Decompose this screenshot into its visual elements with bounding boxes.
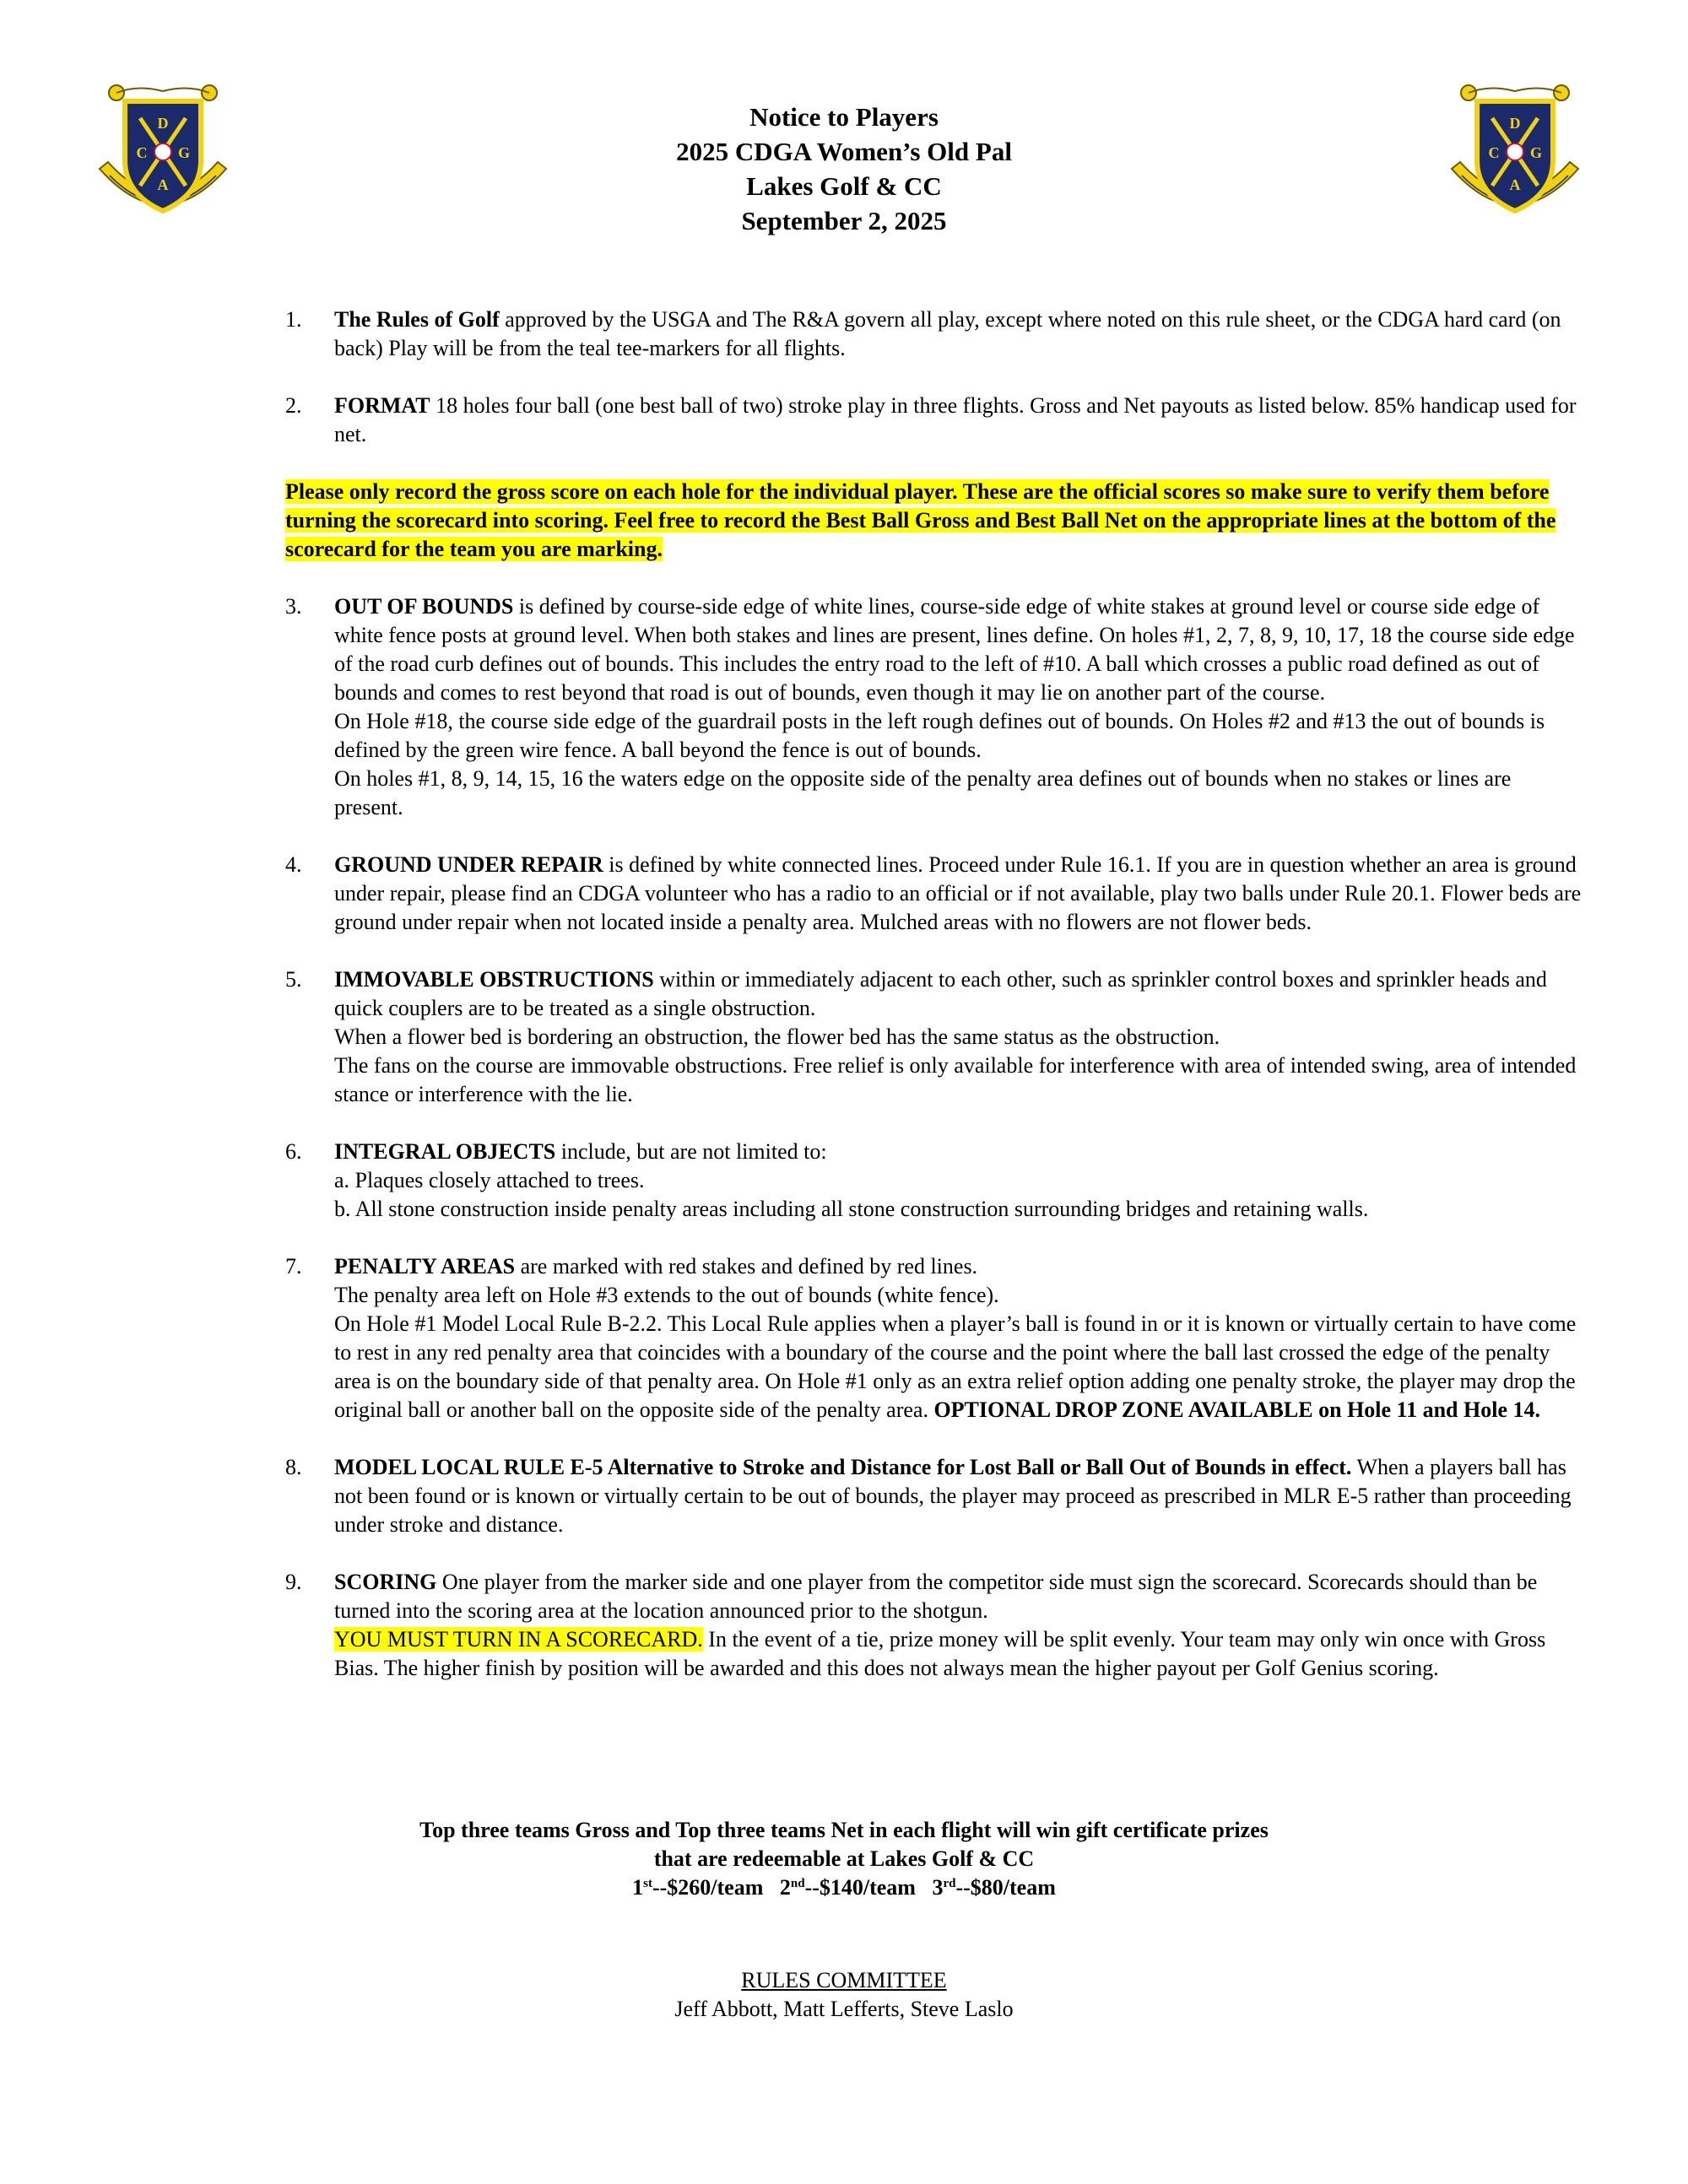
rule-text: In the event of a tie, prize money will be split evenly. Your team may only win once with Gross Bias. The higher finish by position will be awarded and this does not always mean the higher payout per Golf Genius scoring. <box>334 1627 1546 1680</box>
rule-item-3 <box>285 592 1585 822</box>
rule-text: within or immediately adjacent to each other, such as sprinkler control boxes and sprinkler heads and quick couplers are to be treated as a single obstruction. <box>334 967 1547 1020</box>
rule-heading: INTEGRAL OBJECTS <box>334 1139 556 1164</box>
prize-second-place: 2 <box>779 1875 791 1900</box>
rule-number: 2. <box>285 393 302 418</box>
rule-item-9 <box>285 1568 1585 1683</box>
prize-second-amount: --$140/team <box>804 1875 916 1900</box>
rules-committee <box>0 1966 1688 2024</box>
prize-first-amount: --$260/team <box>652 1875 764 1900</box>
rule-number: 3. <box>285 594 302 619</box>
rule-line: b. All stone construction inside penalty areas including all stone construction surrounding bridges and retaining walls. <box>334 1197 1369 1221</box>
logo-letter-a: A <box>1509 176 1521 193</box>
rule-text: approved by the USGA and The R&A govern all play, except where noted on this rule sheet, or the CDGA hard card (on back) Play will be from the teal tee-markers for all flights. <box>334 307 1561 360</box>
rule-line: The penalty area left on Hole #3 extends to the out of bounds (white fence). <box>334 1283 999 1307</box>
rule-line: On holes #1, 8, 9, 14, 15, 16 the waters edge on the opposite side of the penalty area defines out of bounds when no stakes or lines are present. <box>334 766 1512 819</box>
rule-line: a. Plaques closely attached to trees. <box>334 1168 645 1192</box>
rule-text: 18 holes four ball (one best ball of two) stroke play in three flights. Gross and Net payouts as listed below. 85% handicap used for net. <box>334 393 1577 446</box>
prize-first-place: 1 <box>632 1875 644 1900</box>
drop-zone-notice: OPTIONAL DROP ZONE AVAILABLE on Hole 11 and Hole 14. <box>933 1397 1540 1422</box>
prizes-section <box>0 1816 1688 1902</box>
rule-text: One player from the marker side and one player from the competitor side must sign the scorecard. Scorecards should than be turned into the scoring area at the location announced prior to the shotgun. <box>334 1570 1538 1623</box>
rule-number: 4. <box>285 852 302 877</box>
rule-text: On Hole #1 Model Local Rule B-2.2. This Local Rule applies when a player’s ball is found in or it is known or virtually certain to have come to rest in any red penalty area that coincides with a boundary of the course and the point where the ball last crossed the edge of the penalty area is on the boundary side of that penalty area. On Hole #1 only as an extra relief option adding one penalty stroke, the player may drop the original ball or another ball on the opposite side of the penalty area. <box>334 1311 1577 1422</box>
rule-number: 9. <box>285 1570 302 1594</box>
committee-names: Jeff Abbott, Matt Lefferts, Steve Laslo <box>674 1997 1014 2021</box>
header-date: September 2, 2025 <box>741 206 947 235</box>
rule-heading: MODEL LOCAL RULE E-5 Alternative to Stroke and Distance for Lost Ball or Ball Out of Bounds in effect. <box>334 1455 1352 1479</box>
rules-content <box>285 305 1585 1711</box>
header-venue: Lakes Golf & CC <box>746 171 942 201</box>
logo-letter-a: A <box>157 176 169 193</box>
rule-line: On Hole #18, the course side edge of the guardrail posts in the left rough defines out of bounds. On Holes #2 and #13 the out of bounds is defined by the green wire fence. A ball beyond the fence is out of bounds. <box>334 709 1545 762</box>
rule-item-5 <box>285 965 1585 1109</box>
logo-letter-d: D <box>1509 115 1521 132</box>
rule-number: 6. <box>285 1139 302 1164</box>
rule-line-group <box>334 1625 1585 1683</box>
rule-number: 8. <box>285 1455 302 1479</box>
logo-letter-d: D <box>157 115 169 132</box>
rule-item-7 <box>285 1252 1585 1424</box>
rule-line: The fans on the course are immovable obstructions. Free relief is only available for interference with area of intended swing, area of intended stance or interference with the lie. <box>334 1053 1577 1106</box>
rule-heading: GROUND UNDER REPAIR <box>334 852 603 877</box>
rule-number: 7. <box>285 1254 302 1279</box>
prize-first-suffix: st <box>643 1877 652 1890</box>
rule-heading: SCORING <box>334 1570 437 1594</box>
prize-third-place: 3 <box>932 1875 944 1900</box>
rule-item-8 <box>285 1453 1585 1539</box>
rule-heading: OUT OF BOUNDS <box>334 594 514 619</box>
notice-header <box>0 100 1688 238</box>
header-title: Notice to Players <box>749 102 939 132</box>
rule-line-group <box>334 1310 1585 1424</box>
scoring-notice-text: Please only record the gross score on each hole for the individual player. These are the official scores so make sure to verify them before turning the scorecard into scoring. Feel free to record the Best Ball Gross and Best Ball Net on the appropriate lines at the bottom of the scorecard for the team you are marking. <box>285 479 1556 561</box>
logo-letter-g: G <box>177 144 191 161</box>
rule-item-2 <box>285 392 1585 449</box>
rule-text: is defined by course-side edge of white lines, course-side edge of white stakes at ground level or course side edge of white fence posts at ground level. When both stakes and lines are present, lines define. On holes #1, 2, 7, 8, 9, 10, 17, 18 the course side edge of the road curb defines out of bounds. This includes the entry road to the left of #10. A ball which crosses a public road defined as out of bounds and comes to rest beyond that road is out of bounds, even though it may lie on another part of the course. <box>334 594 1575 705</box>
prizes-line-1: Top three teams Gross and Top three teams Net in each flight will win gift certificate prizes <box>419 1818 1269 1842</box>
rule-item-6 <box>285 1138 1585 1224</box>
rule-item-1 <box>285 305 1585 363</box>
committee-title: RULES COMMITTEE <box>741 1968 947 1992</box>
rule-heading: PENALTY AREAS <box>334 1254 516 1279</box>
scoring-notice <box>285 478 1585 564</box>
rule-heading: IMMOVABLE OBSTRUCTIONS <box>334 967 654 992</box>
prize-third-amount: --$80/team <box>955 1875 1056 1900</box>
rule-number: 5. <box>285 967 302 992</box>
rule-text: include, but are not limited to: <box>555 1139 827 1164</box>
rule-text: is defined by white connected lines. Proceed under Rule 16.1. If you are in question whether an area is ground under repair, please find an CDGA volunteer who has a radio to an official or if not available, play two balls under Rule 20.1. Flower beds are ground under repair when not located inside a penalty area. Mulched areas with no flowers are not flower beds. <box>334 852 1582 934</box>
prizes-line-2: that are redeemable at Lakes Golf & CC <box>653 1846 1035 1871</box>
rule-text: When a players ball has not been found or is known or virtually certain to be out of bounds, the player may proceed as prescribed in MLR E-5 rather than proceeding under stroke and distance. <box>334 1455 1572 1537</box>
rule-text: are marked with red stakes and defined by red lines. <box>515 1254 978 1279</box>
logo-letter-c: C <box>136 144 148 161</box>
logo-letter-c: C <box>1488 144 1500 161</box>
logo-letter-g: G <box>1529 144 1543 161</box>
rule-heading: The Rules of Golf <box>334 307 500 332</box>
prize-second-suffix: nd <box>790 1877 805 1890</box>
header-event: 2025 CDGA Women’s Old Pal <box>676 137 1012 166</box>
rule-number: 1. <box>285 307 302 332</box>
rule-item-4 <box>285 851 1585 937</box>
rule-heading: FORMAT <box>334 393 430 418</box>
rule-line: When a flower bed is bordering an obstruction, the flower bed has the same status as the obstruction. <box>334 1024 1220 1049</box>
prize-third-suffix: rd <box>943 1877 956 1890</box>
scorecard-warning: YOU MUST TURN IN A SCORECARD. <box>334 1627 703 1652</box>
prizes-payouts <box>0 1873 1688 1902</box>
